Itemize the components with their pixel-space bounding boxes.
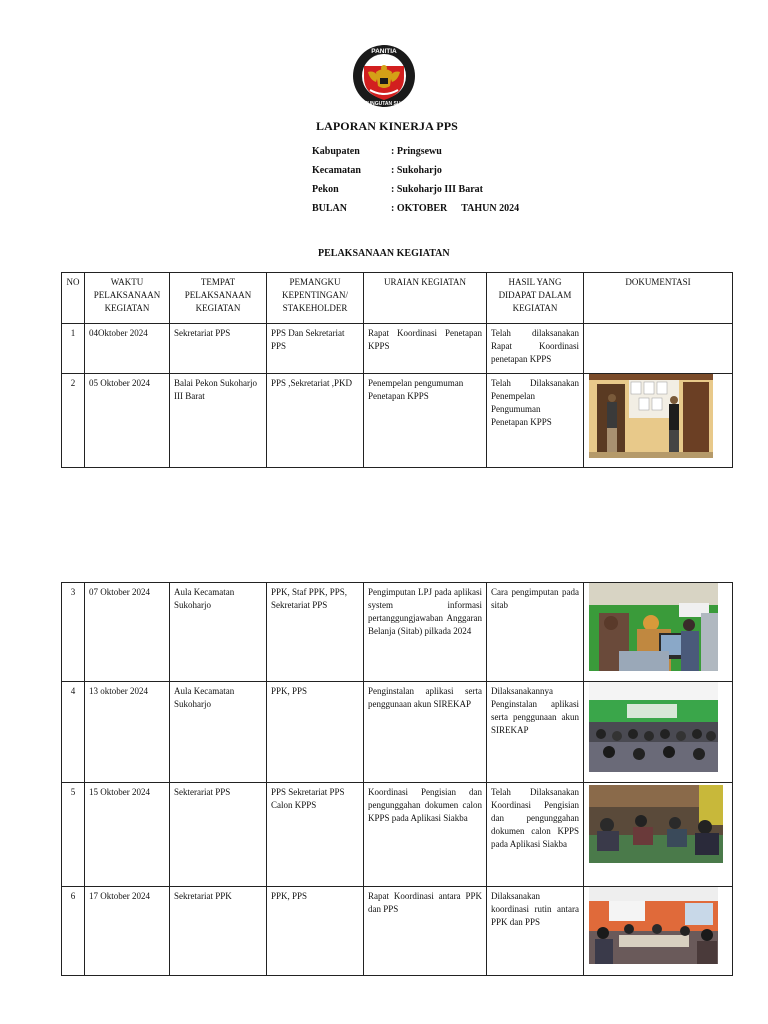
- table-header-row: [62, 273, 733, 324]
- documentation-photo: [589, 682, 718, 772]
- bulan-label: BULAN: [312, 203, 348, 214]
- cell-pemangku: PPK, PPS: [267, 682, 364, 783]
- cell-tempat: Sekretariat PPS: [170, 324, 267, 374]
- header-no: NO: [62, 273, 85, 324]
- cell-pemangku: PPS Sekretariat PPS Calon KPPS: [267, 783, 364, 887]
- cell-pemangku: PPK, PPS: [267, 887, 364, 976]
- cell-hasil: Dilaksanakan koordinasi rutin antara PPK dan PPS: [487, 887, 584, 976]
- logo-text-top: PANITIA: [371, 48, 397, 55]
- cell-hasil: Telah Dilaksanakan Koordinasi Pengisian dan pengunggahan dokumen calon KPPS pada Aplikasi Siakba: [487, 783, 584, 887]
- cell-no: 1: [62, 324, 85, 374]
- report-title: LAPORAN KINERJA PPS: [316, 119, 458, 133]
- cell-dokumentasi: [584, 783, 733, 887]
- cell-tempat: Aula Kecamatan Sukoharjo: [170, 682, 267, 783]
- cell-waktu: 13 oktober 2024: [85, 682, 170, 783]
- cell-hasil: Cara pengimputan pada sitab: [487, 583, 584, 682]
- cell-no: 5: [62, 783, 85, 887]
- cell-uraian: Pengimputan LPJ pada aplikasi system informasi pertanggungjawaban Anggaran Belanja (Sitab) pilkada 2024: [364, 583, 487, 682]
- cell-hasil: Dilaksanakannya Penginstalan aplikasi serta penggunaan akun SIREKAP: [487, 682, 584, 783]
- documentation-photo: [589, 887, 718, 964]
- activity-table-part1: [61, 272, 733, 468]
- cell-tempat: Sekterariat PPS: [170, 783, 267, 887]
- cell-waktu: 05 Oktober 2024: [85, 374, 170, 468]
- bulan-month: : OKTOBER: [391, 203, 448, 214]
- cell-waktu: 17 Oktober 2024: [85, 887, 170, 976]
- table-row: [62, 374, 733, 468]
- header-pemangku: PEMANGKU KEPENTINGAN/ STAKEHOLDER: [267, 273, 364, 324]
- cell-waktu: 15 Oktober 2024: [85, 783, 170, 887]
- activity-table-part2: [61, 582, 733, 976]
- cell-uraian: Penginstalan aplikasi serta penggunaan akun SIREKAP: [364, 682, 487, 783]
- cell-pemangku: PPK, Staf PPK, PPS, Sekretariat PPS: [267, 583, 364, 682]
- header-waktu: WAKTU PELAKSANAAN KEGIATAN: [85, 273, 170, 324]
- cell-dokumentasi: [584, 583, 733, 682]
- cell-pemangku: PPS Dan Sekretariat PPS: [267, 324, 364, 374]
- cell-hasil: Telah Dilaksanakan Penempelan Pengumuman Penetapan KPPS: [487, 374, 584, 468]
- cell-dokumentasi: [584, 887, 733, 976]
- header-tempat: TEMPAT PELAKSANAAN KEGIATAN: [170, 273, 267, 324]
- cell-dokumentasi: [584, 374, 733, 468]
- table-row: [62, 583, 733, 682]
- bulan-value: [391, 203, 519, 222]
- pekon-value: : Sukoharjo III Barat: [391, 184, 483, 195]
- cell-hasil: Telah dilaksanakan Rapat Koordinasi penetapan KPPS: [487, 324, 584, 374]
- header-dokumentasi: DOKUMENTASI: [584, 273, 733, 324]
- kecamatan-label: Kecamatan: [312, 165, 361, 176]
- header-uraian: URAIAN KEGIATAN: [364, 273, 487, 324]
- section-title: PELAKSANAAN KEGIATAN: [318, 248, 450, 259]
- logo-text-bottom: PEMUNGUTAN SUARA: [356, 101, 412, 107]
- table-row: [62, 682, 733, 783]
- report-meta: [312, 146, 519, 222]
- kabupaten-label: Kabupaten: [312, 146, 360, 157]
- cell-uraian: Penempelan pengumuman Penetapan KPPS: [364, 374, 487, 468]
- cell-dokumentasi: [584, 682, 733, 783]
- cell-tempat: Aula Kecamatan Sukoharjo: [170, 583, 267, 682]
- cell-uraian: Koordinasi Pengisian dan pengunggahan dokumen calon KPPS pada Aplikasi Siakba: [364, 783, 487, 887]
- kabupaten-value: : Pringsewu: [391, 146, 442, 157]
- kpu-logo: [352, 42, 416, 112]
- cell-waktu: 07 Oktober 2024: [85, 583, 170, 682]
- cell-waktu: 04Oktober 2024: [85, 324, 170, 374]
- table-row: [62, 324, 733, 374]
- cell-uraian: Rapat Koordinasi antara PPK dan PPS: [364, 887, 487, 976]
- cell-pemangku: PPS ,Sekretariat ,PKD: [267, 374, 364, 468]
- cell-uraian: Rapat Koordinasi Penetapan KPPS: [364, 324, 487, 374]
- cell-tempat: Balai Pekon Sukoharjo III Barat: [170, 374, 267, 468]
- kecamatan-value: : Sukoharjo: [391, 165, 442, 176]
- table-row: [62, 783, 733, 887]
- documentation-photo: [589, 374, 713, 458]
- table-row: [62, 887, 733, 976]
- cell-tempat: Sekretariat PPK: [170, 887, 267, 976]
- header-hasil: HASIL YANG DIDAPAT DALAM KEGIATAN: [487, 273, 584, 324]
- documentation-photo: [589, 583, 718, 671]
- documentation-photo: [589, 785, 723, 863]
- cell-no: 2: [62, 374, 85, 468]
- cell-no: 3: [62, 583, 85, 682]
- tahun-value: TAHUN 2024: [461, 203, 520, 214]
- cell-no: 4: [62, 682, 85, 783]
- pekon-label: Pekon: [312, 184, 339, 195]
- cell-dokumentasi: [584, 324, 733, 374]
- cell-no: 6: [62, 887, 85, 976]
